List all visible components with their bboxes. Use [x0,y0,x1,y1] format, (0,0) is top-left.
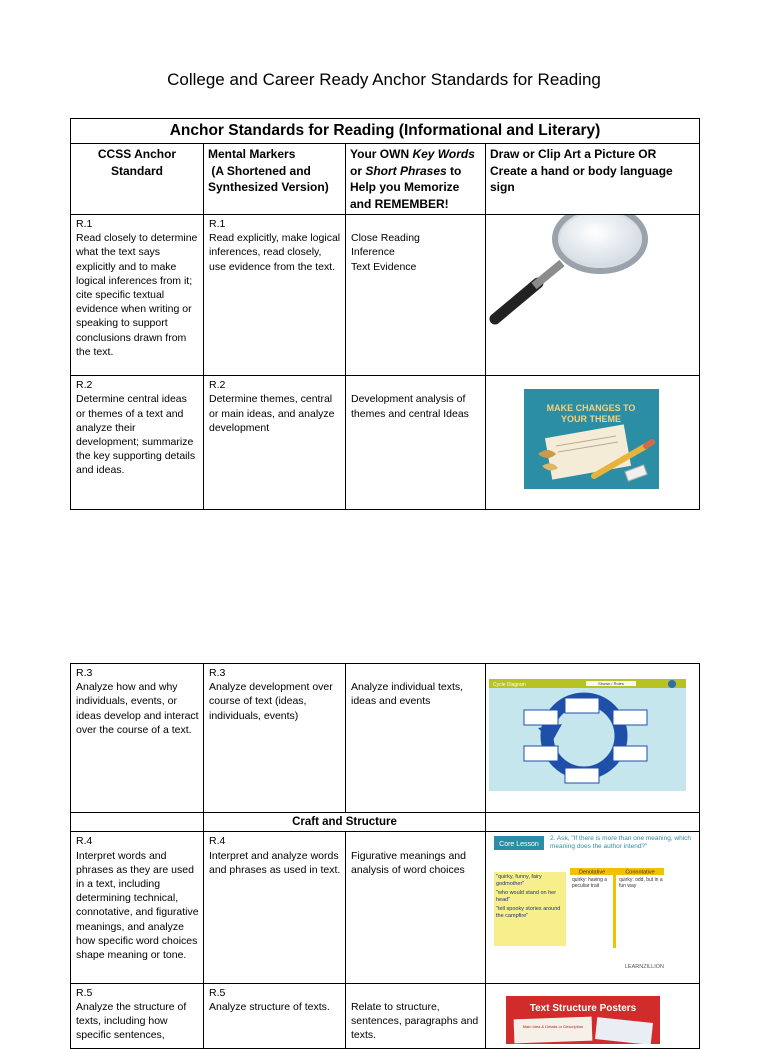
keywords-cell: Close Reading Inference Text Evidence [346,215,486,376]
keywords-cell: Development analysis of themes and central Ideas [346,376,486,510]
diagram-title: Cycle Diagram [493,682,526,688]
connotative-header: Connotative [625,869,655,876]
table-row [71,983,700,1048]
keywords-cell: Relate to structure, sentences, paragraphs and texts. [346,983,486,1048]
marker-cell: R.4 Interpret and analyze words and phrases as used in text. [204,832,346,983]
marker-cell: R.3 Analyze development over course of text (ideas, individuals, events) [204,664,346,813]
picture-cell [486,215,700,376]
picture-cell [486,376,700,510]
anchor-standards-table-continued [70,663,700,1049]
brand-label: LEARNZILLION [624,964,664,971]
table-row [71,376,700,510]
connotative-text: quirky: odd, but in a fun way [619,877,663,890]
picture-cell [486,664,700,813]
word-choice-slide [486,832,700,978]
posters-title: Text Structure Posters [529,1002,637,1014]
core-lesson-badge: Core Lesson [499,841,539,849]
denotative-text: quirky: having a peculiar trait [572,877,608,890]
keywords-cell: Figurative meanings and analysis of word choices [346,832,486,983]
standard-cell: R.4 Interpret words and phrases as they are used in a text, including determining technical, connotative, and figurative meanings, and analyze how specific word choices shape meaning or tone. [71,832,204,983]
picture-cell [486,832,700,983]
header-mental-markers: Mental Markers (A Shortened and Synthesized Version) [204,144,346,215]
section-heading: Craft and Structure [204,813,486,832]
slide-question: 2. Ask, "If there is more than one meaning, which meaning does the author intend?" [550,835,692,850]
marker-cell: R.2 Determine themes, central or main ideas, and analyze development [204,376,346,510]
picture-cell [486,983,700,1048]
table-row [71,664,700,813]
section-row [71,813,700,832]
marker-cell: R.5 Analyze structure of texts. [204,983,346,1048]
header-row [71,144,700,215]
slide-title-1: MAKE CHANGES TO [546,403,636,414]
note-2: "who would stand on her head" [496,890,557,903]
anchor-standards-table [70,118,700,510]
keywords-cell: Analyze individual texts, ideas and events [346,664,486,813]
page-title: College and Career Ready Anchor Standards for Reading [167,70,601,89]
header-own-keywords: Your OWN Key Words or Short Phrases to Help you Memorize and REMEMBER! [346,144,486,215]
diagram-bar: Shown / Roles [598,681,624,687]
table-row [71,215,700,376]
header-ccss: CCSS Anchor Standard [71,144,204,215]
standard-cell: R.2 Determine central ideas or themes of a text and analyze their development; summarize the key supporting details and ideas. [71,376,204,510]
standard-cell: R.5 Analyze the structure of texts, including how specific sentences, [71,983,204,1048]
theme-slide-image [486,376,700,505]
magnifying-glass-icon [486,215,700,371]
table-row [71,832,700,983]
standard-cell: R.1 Read closely to determine what the text says explicitly and to make logical inferences from it; cite specific textual evidence when writing or speaking to support conclusions drawn from the text. [71,215,204,376]
note-3: "tell spooky stories around the campfire" [496,906,561,919]
poster-card: Main Idea & Details or Description [522,1023,584,1029]
denotative-header: Denotative [578,869,606,876]
note-1: "quirky, funny, fairy godmother" [496,874,542,887]
standard-cell: R.3 Analyze how and why individuals, events, or ideas develop and interact over the course of a text. [71,664,204,813]
cycle-diagram-icon [486,664,700,808]
table-caption: Anchor Standards for Reading (Informational and Literary) [71,119,700,144]
text-structure-posters-image [486,984,700,1044]
marker-cell: R.1 Read explicitly, make logical inferences, read closely, use evidence from the text. [204,215,346,376]
slide-title-2: YOUR THEME [560,414,622,425]
header-draw: Draw or Clip Art a Picture OR Create a hand or body language sign [486,144,700,215]
